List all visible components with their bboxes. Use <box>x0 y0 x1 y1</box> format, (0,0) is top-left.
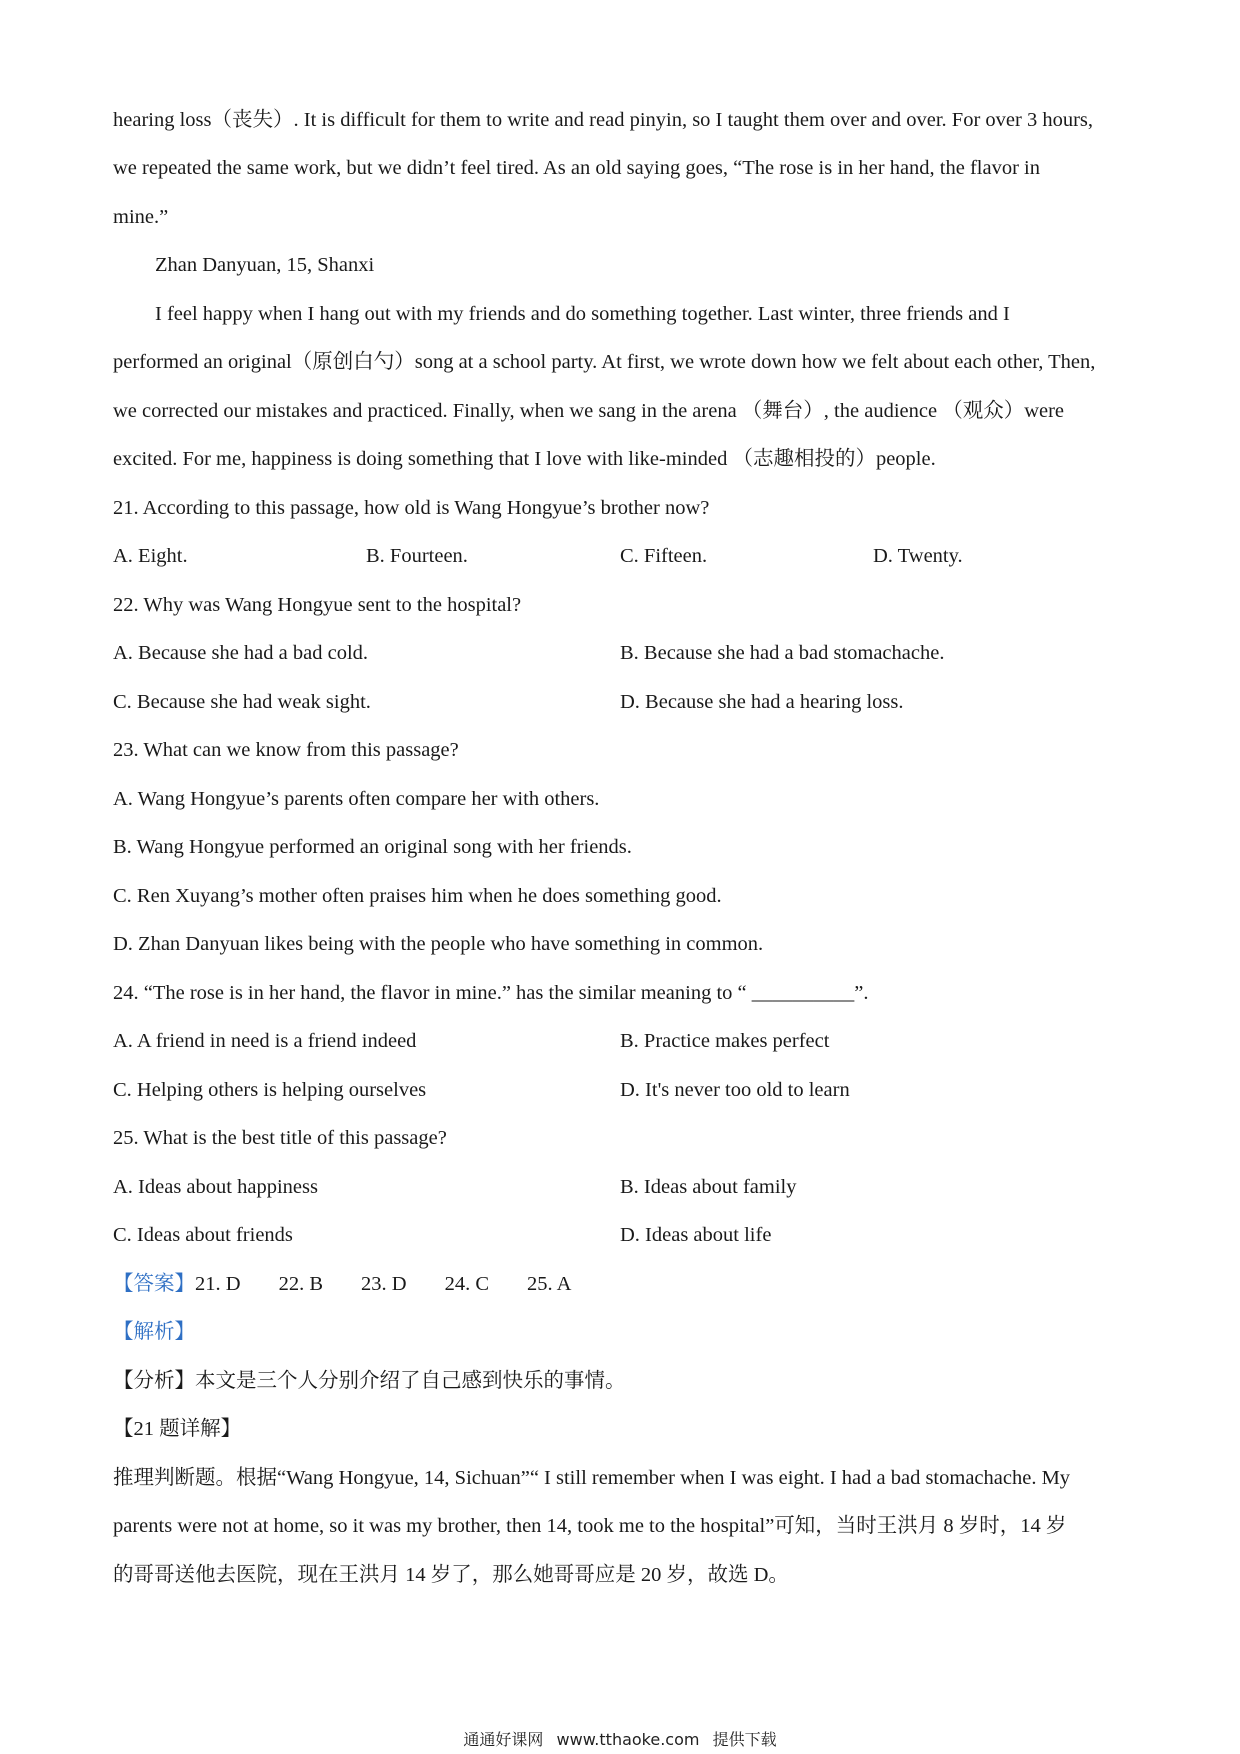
option: A. A friend in need is a friend indeed <box>113 1030 417 1052</box>
passage-line: hearing loss（丧失）. It is difficult for them to write and read pinyin, so I taught them over and over. For over 3 hours, <box>113 109 1094 131</box>
passage-line: I feel happy when I hang out with my friends and do something together. Last winter, three friends and I <box>155 303 1010 325</box>
passage-author: Zhan Danyuan, 15, Shanxi <box>155 254 375 276</box>
option: B. Practice makes perfect <box>620 1030 830 1052</box>
footer-url[interactable]: www.tthaoke.com <box>556 1730 700 1749</box>
q21-detail-line: 的哥哥送他去医院，现在王洪月 14 岁了，那么她哥哥应是 20 岁，故选 D。 <box>113 1564 789 1586</box>
passage-line: excited. For me, happiness is doing something that I love with like-minded （志趣相投的）people. <box>113 448 936 470</box>
option: A. Wang Hongyue’s parents often compare her with others. <box>113 788 600 810</box>
page-footer <box>0 1727 1240 1750</box>
passage-line: we corrected our mistakes and practiced. Finally, when we sang in the arena （舞台）, the audience （观众）were <box>113 400 1065 422</box>
analysis-summary <box>113 1367 626 1395</box>
analysis-label: 【解析】 <box>113 1321 195 1343</box>
option: C. Helping others is helping ourselves <box>113 1079 427 1101</box>
q21-detail-line: 推理判断题。根据“Wang Hongyue, 14, Sichuan”“ I still remember when I was eight. I had a bad stomachache. My <box>113 1467 1071 1489</box>
answer-item: 24. C <box>444 1273 489 1295</box>
question-stem: 22. Why was Wang Hongyue sent to the hospital? <box>113 594 522 616</box>
answer-label: 【答案】 <box>113 1273 195 1295</box>
option: B. Ideas about family <box>620 1176 797 1198</box>
option: B. Wang Hongyue performed an original song with her friends. <box>113 836 632 858</box>
option: C. Because she had weak sight. <box>113 691 371 713</box>
question-stem: 24. “The rose is in her hand, the flavor in mine.” has the similar meaning to “ __________”. <box>113 982 869 1004</box>
option: D. Because she had a hearing loss. <box>620 691 904 713</box>
answer-item: 23. D <box>361 1273 407 1295</box>
question-stem: 25. What is the best title of this passage? <box>113 1127 447 1149</box>
question-stem: 21. According to this passage, how old is Wang Hongyue’s brother now? <box>113 497 710 519</box>
answer-item: 21. D <box>195 1273 241 1295</box>
summary-label: 【分析】 <box>113 1370 195 1392</box>
passage-line: performed an original（原创白勺）song at a school party. At first, we wrote down how we felt about each other, Then, <box>113 351 1096 373</box>
option: D. Zhan Danyuan likes being with the people who have something in common. <box>113 933 764 955</box>
option: D. It's never too old to learn <box>620 1079 850 1101</box>
q21-detail-line: parents were not at home, so it was my brother, then 14, took me to the hospital”可知，当时王洪月 8 岁时，14 岁 <box>113 1515 1067 1537</box>
summary-text: 本文是三个人分别介绍了自己感到快乐的事情。 <box>195 1370 626 1392</box>
question-stem: 23. What can we know from this passage? <box>113 739 459 761</box>
passage-line: we repeated the same work, but we didn’t feel tired. As an old saying goes, “The rose is in her hand, the flavor in <box>113 157 1040 179</box>
answer-item: 22. B <box>278 1273 323 1295</box>
option: A. Ideas about happiness <box>113 1176 318 1198</box>
passage-line: mine.” <box>113 206 169 228</box>
option: D. Ideas about life <box>620 1224 772 1246</box>
option: A. Eight. <box>113 545 188 567</box>
footer-site-name: 通通好课网 <box>463 1730 544 1749</box>
option: C. Fifteen. <box>620 545 708 567</box>
option: C. Ren Xuyang’s mother often praises him when he does something good. <box>113 885 722 907</box>
option: A. Because she had a bad cold. <box>113 642 369 664</box>
option: B. Fourteen. <box>366 545 468 567</box>
footer-note: 提供下载 <box>712 1730 777 1749</box>
answer-item: 25. A <box>527 1273 572 1295</box>
option: D. Twenty. <box>873 545 963 567</box>
answer-key <box>113 1270 609 1298</box>
option: B. Because she had a bad stomachache. <box>620 642 945 664</box>
option: C. Ideas about friends <box>113 1224 293 1246</box>
q21-detail-label: 【21 题详解】 <box>113 1418 242 1440</box>
